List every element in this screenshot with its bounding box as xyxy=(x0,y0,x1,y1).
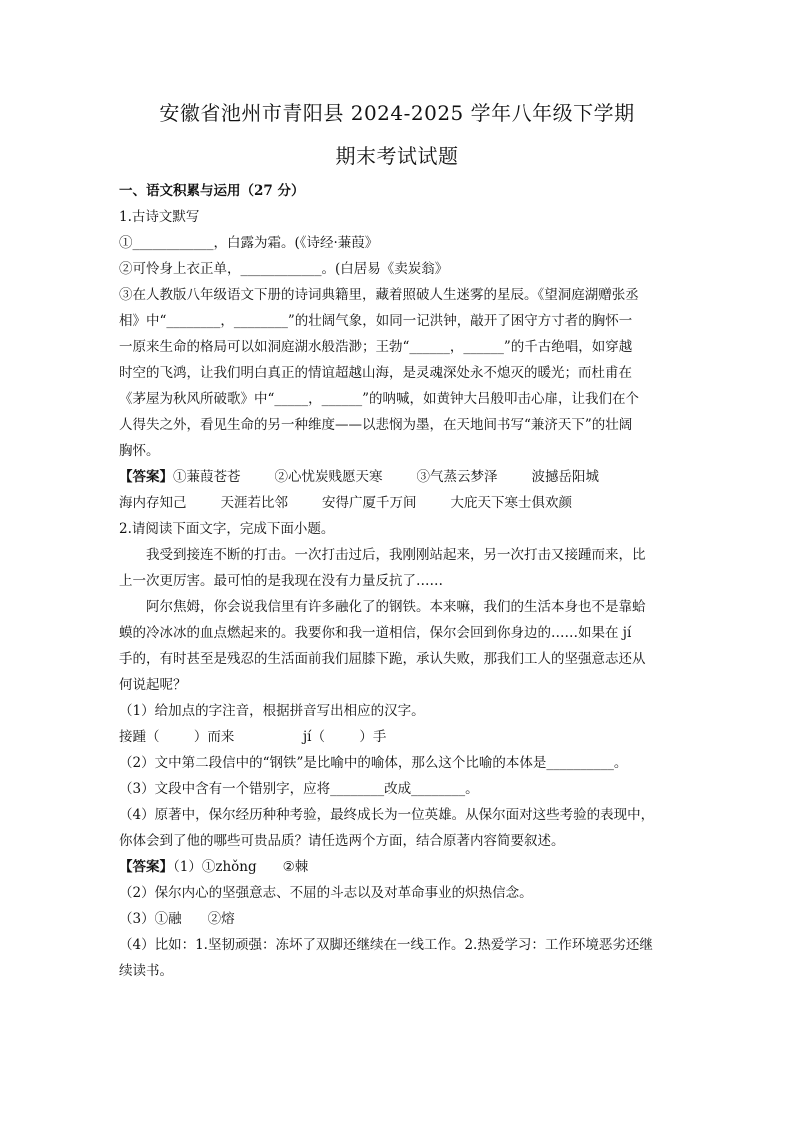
answer-item: 大庇天下寒士俱欢颜 xyxy=(450,495,572,511)
answer-item: ③气蒸云梦泽 xyxy=(416,469,498,485)
q2-sub-2: （2）文中第二段信中的“钢铁”是比喻中的喻体，那么这个比喻的本体是__________。 xyxy=(119,755,628,771)
q2-sub-1: （1）给加点的字注音，根据拼音写出相应的汉字。 xyxy=(119,703,425,719)
q2-passage-line: 上一次更厉害。最可怕的是我现在没有力量反抗了…… xyxy=(119,573,443,589)
answer-item: 安得广厦千万间 xyxy=(322,495,417,511)
q1-item-2: ②可怜身上衣正单，____________。(白居易《卖炭翁》 xyxy=(119,261,449,277)
answer-item: ①蒹葭苍苍 xyxy=(173,469,241,485)
q1-answer-row-1 xyxy=(119,464,679,490)
q2-passage-line: 阿尔焦姆，你会说我信里有许多融化了的钢铁。本来嘛，我们的生活本身也不是靠蛤 xyxy=(146,599,646,615)
q1-label: 1.古诗文默写 xyxy=(119,209,200,225)
answer-item: ②熔 xyxy=(207,911,235,927)
answer-label: 【答案】 xyxy=(119,469,173,485)
q2-sub-4-line: 你体会到了他的哪些可贵品质？请任选两个方面，结合原著内容简要叙述。 xyxy=(119,833,565,849)
answer-item: ②棘 xyxy=(282,859,309,875)
q1-item-3-line: ③在人教版八年级语文下册的诗词典籍里，藏着照破人生迷雾的星辰。《望洞庭湖赠张丞 xyxy=(119,287,639,303)
q1-item-3-line: 《茅屋为秋风所破歌》中“_____，______”的呐喊，如黄钟大吕般叩击心扉，让我们在个 xyxy=(119,391,640,407)
answer-item: 天涯若比邻 xyxy=(220,495,288,511)
q1-item-3-line: 胸怀。 xyxy=(119,443,160,459)
answer-item: ②心忧炭贱愿天寒 xyxy=(274,469,383,485)
q2-passage-line: 手的，有时甚至是残忍的生活面前我们屈膝下跪，承认失败，那我们工人的坚强意志还从 xyxy=(119,651,646,667)
q2-answer-4-line: 续读书。 xyxy=(119,963,173,979)
q1-item-3-line: 人得失之外，看见生命的另一种维度——以悲悯为墨，在天地间书写“兼济天下”的壮阔 xyxy=(119,417,633,433)
document-body xyxy=(119,178,679,984)
q1-item-1: ①____________，白露为霜。(《诗经·蒹葭》 xyxy=(119,235,379,251)
q2-answer-4-line: （4）比如：1.坚韧顽强：冻坏了双脚还继续在一线工作。2.热爱学习：工作环境恶劣还继 xyxy=(119,937,653,953)
q2-sub-3: （3）文段中含有一个错别字，应将________改成________。 xyxy=(119,781,479,797)
section-heading: 一、语文积累与运用（27 分） xyxy=(119,183,305,199)
q2-sub-1-blanks: 接踵（ ）而来 jí（ ）手 xyxy=(119,729,387,745)
answer-item: 波撼岳阳城 xyxy=(531,469,599,485)
q2-answer-1 xyxy=(119,854,679,880)
title-line-1: 安徽省池州市青阳县 2024-2025 学年八年级下学期 xyxy=(159,101,635,125)
answer-item: （1）①zhǒng xyxy=(173,859,257,875)
answer-item: 海内存知己 xyxy=(119,495,187,511)
q2-passage-line: 我受到接连不断的打击。一次打击过后，我刚刚站起来，另一次打击又接踵而来，比 xyxy=(146,547,646,563)
q2-passage-line: 何说起呢？ xyxy=(119,677,187,693)
q2-sub-4-line: （4）原著中，保尔经历种种考验，最终成长为一位英雄。从保尔面对这些考验的表现中， xyxy=(119,807,655,823)
q1-answer-row-2 xyxy=(119,490,679,516)
q2-label: 2.请阅读下面文字，完成下面小题。 xyxy=(119,521,335,537)
q1-item-3-line: 时空的飞鸿，让我们明白真正的情谊超越山海，是灵魂深处永不熄灭的暖光；而杜甫在 xyxy=(119,365,632,381)
q2-answer-3 xyxy=(119,906,679,932)
title-line-2: 期末考试试题 xyxy=(335,144,459,168)
q2-answer-2: （2）保尔内心的坚强意志、不屈的斗志以及对革命事业的炽热信念。 xyxy=(119,885,533,901)
answer-item: （3）①融 xyxy=(119,911,182,927)
q1-item-3-line: 相》中“________，________”的壮阔气象，如同一记洪钟，敲开了困守方寸者的胸怀一 xyxy=(119,313,633,329)
q2-passage-line: 蟆的冷冰冰的血点燃起来的。我要你和我一道相信，保尔会回到你身边的……如果在 jí xyxy=(119,625,632,641)
answer-label: 【答案】 xyxy=(119,859,173,875)
q1-item-3-line: 一原来生命的格局可以如洞庭湖水般浩渺；王勃“______，______”的千古绝唱，如穿越 xyxy=(119,339,633,355)
